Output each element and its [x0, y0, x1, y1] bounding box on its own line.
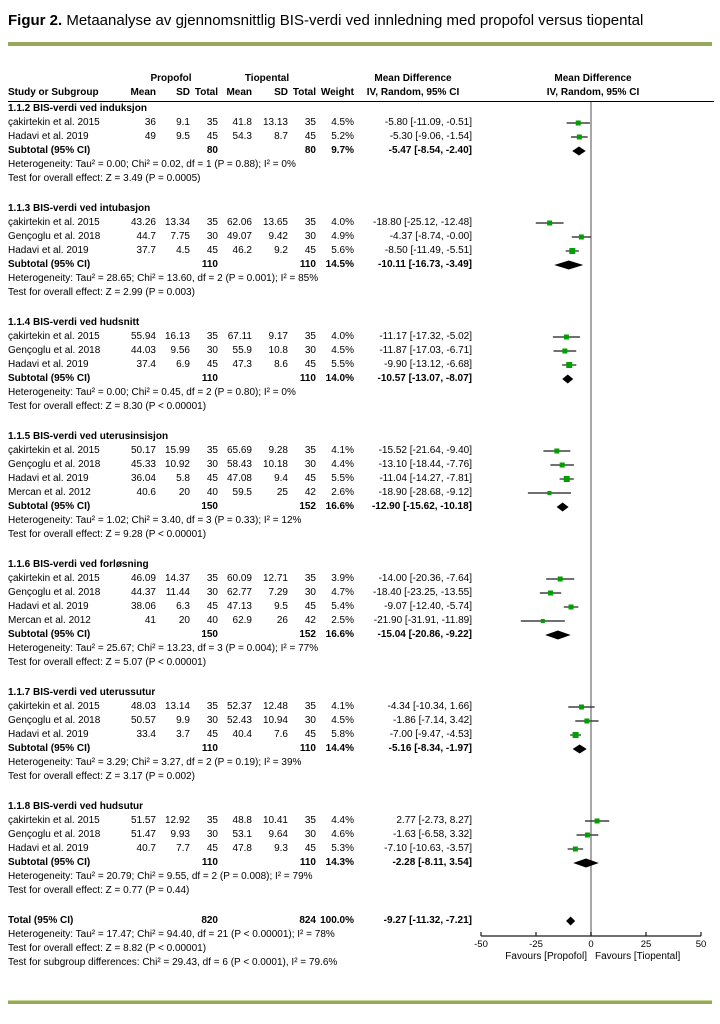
- point-estimate-square: [548, 591, 553, 596]
- pooled-diamond: [562, 375, 573, 384]
- section-spacer: [8, 414, 472, 430]
- col-ci-plot: IV, Random, 95% CI: [546, 87, 640, 98]
- section-spacer: [8, 542, 472, 558]
- table-header-left: [8, 72, 472, 100]
- heterogeneity-stats: Heterogeneity: Tau² = 0.00; Chi² = 0.02, df = 1 (P = 0.88); I² = 0%: [8, 159, 296, 170]
- pooled-diamond: [566, 917, 575, 926]
- col-mean-difference: Mean Difference: [374, 73, 452, 84]
- point-estimate-square: [569, 605, 574, 610]
- pooled-row: Subtotal (95% CI) 80 80 9.7% -5.47 [-8.54, -2.40]: [8, 145, 472, 156]
- subgroup-title: 1.1.3 BIS-verdi ved intubasjon: [8, 203, 151, 214]
- subgroup-title: 1.1.2 BIS-verdi ved induksjon: [8, 103, 147, 114]
- point-estimate-square: [577, 135, 582, 140]
- study-row: Gençoglu et al. 2018 50.57 9.9 30 52.43 10.94 30 4.5% -1.86 [-7.14, 3.42]: [8, 715, 472, 726]
- overall-effect-stats: Test for overall effect: Z = 2.99 (P = 0.003): [8, 287, 195, 298]
- favours-right-label: Favours [Tiopental]: [595, 951, 681, 962]
- study-row: çakirtekin et al. 2015 50.17 15.99 35 65.69 9.28 35 4.1% -15.52 [-21.64, -9.40]: [8, 445, 472, 456]
- point-estimate-square: [573, 732, 579, 738]
- overall-effect-stats: Test for overall effect: Z = 9.28 (P < 0.00001): [8, 529, 207, 540]
- study-row: Mercan et al. 2012 40.6 20 40 59.5 25 42 2.6% -18.90 [-28.68, -9.12]: [8, 487, 472, 498]
- section-spacer: [8, 300, 472, 316]
- subgroup-title: 1.1.5 BIS-verdi ved uterusinsisjon: [8, 431, 169, 442]
- subgroup-title: 1.1.4 BIS-verdi ved hudsnitt: [8, 317, 140, 328]
- overall-effect-stats: Test for overall effect: Z = 8.30 (P < 0.00001): [8, 401, 207, 412]
- heterogeneity-stats: Heterogeneity: Tau² = 25.67; Chi² = 13.23, df = 3 (P = 0.004); I² = 77%: [8, 643, 319, 654]
- pooled-diamond: [557, 503, 569, 512]
- point-estimate-square: [569, 248, 575, 254]
- axis-tick-label: 0: [588, 939, 594, 950]
- point-estimate-square: [579, 705, 584, 710]
- study-row: Gençoglu et al. 2018 44.37 11.44 30 62.77 7.29 30 4.7% -18.40 [-23.25, -13.55]: [8, 587, 472, 598]
- col-weight: Weight: [320, 87, 354, 98]
- pooled-row: Subtotal (95% CI) 110 110 14.0% -10.57 [-13.07, -8.07]: [8, 373, 472, 384]
- pooled-row: Total (95% CI) 820 824 100.0% -9.27 [-11.32, -7.21]: [8, 915, 472, 926]
- bottom-divider: [8, 1000, 712, 1004]
- point-estimate-square: [566, 362, 572, 368]
- study-row: çakirtekin et al. 2015 51.57 12.92 35 48.8 10.41 35 4.4% 2.77 [-2.73, 8.27]: [8, 815, 472, 826]
- heterogeneity-stats: Heterogeneity: Tau² = 28.65; Chi² = 13.60, df = 2 (P = 0.001); I² = 85%: [8, 273, 319, 284]
- overall-effect-stats: Test for overall effect: Z = 5.07 (P < 0.00001): [8, 657, 207, 668]
- subgroup-title: 1.1.7 BIS-verdi ved uterussutur: [8, 687, 156, 698]
- axis-tick-label: 25: [640, 939, 652, 950]
- heterogeneity-stats: Heterogeneity: Tau² = 3.29; Chi² = 3.27, df = 2 (P = 0.19); I² = 39%: [8, 757, 302, 768]
- point-estimate-square: [564, 335, 569, 340]
- pooled-row: Subtotal (95% CI) 110 110 14.3% -2.28 [-8.11, 3.54]: [8, 857, 472, 868]
- point-estimate-square: [595, 819, 600, 824]
- col-total-2: Total: [292, 87, 316, 98]
- col-mean-difference-plot: Mean Difference: [554, 73, 632, 84]
- col-study: Study or Subgroup: [8, 87, 99, 98]
- axis-tick-label: -25: [529, 939, 543, 950]
- point-estimate-square: [547, 491, 551, 495]
- favours-left-label: Favours [Propofol]: [505, 951, 587, 962]
- point-estimate-square: [554, 449, 559, 454]
- study-row: Gençoglu et al. 2018 51.47 9.93 30 53.1 9.64 30 4.6% -1.63 [-6.58, 3.32]: [8, 829, 472, 840]
- study-row: Gençoglu et al. 2018 45.33 10.92 30 58.43 10.18 30 4.4% -13.10 [-18.44, -7.76]: [8, 459, 472, 470]
- point-estimate-square: [541, 619, 545, 623]
- axis-tick-label: 50: [695, 939, 707, 950]
- heterogeneity-stats: Heterogeneity: Tau² = 0.00; Chi² = 0.45, df = 2 (P = 0.80); I² = 0%: [8, 387, 296, 398]
- study-row: Hadavi et al. 2019 40.7 7.7 45 47.8 9.3 45 5.3% -7.10 [-10.63, -3.57]: [8, 843, 472, 854]
- study-row: Hadavi et al. 2019 37.7 4.5 45 46.2 9.2 45 5.6% -8.50 [-11.49, -5.51]: [8, 245, 472, 256]
- heterogeneity-stats: Heterogeneity: Tau² = 1.02; Chi² = 3.40, df = 3 (P = 0.33); I² = 12%: [8, 515, 302, 526]
- pooled-row: Subtotal (95% CI) 150 152 16.6% -15.04 [-20.86, -9.22]: [8, 629, 472, 640]
- forest-plot-canvas: [472, 102, 720, 970]
- study-row: Hadavi et al. 2019 49 9.5 45 54.3 8.7 45 5.2% -5.30 [-9.06, -1.54]: [8, 131, 472, 142]
- figure-label: Figur 2.: [8, 12, 63, 29]
- section-spacer: [8, 784, 472, 800]
- col-sd-1: SD: [176, 87, 190, 98]
- study-row: çakirtekin et al. 2015 46.09 14.37 35 60.09 12.71 35 3.9% -14.00 [-20.36, -7.64]: [8, 573, 472, 584]
- header-spacer: [316, 72, 354, 86]
- col-ci: IV, Random, 95% CI: [366, 87, 460, 98]
- point-estimate-square: [558, 577, 563, 582]
- study-row: Mercan et al. 2012 41 20 40 62.9 26 42 2.5% -21.90 [-31.91, -11.89]: [8, 615, 472, 626]
- point-estimate-square: [584, 719, 589, 724]
- pooled-diamond: [554, 261, 583, 270]
- point-estimate-square: [562, 349, 567, 354]
- figure-caption: [0, 0, 720, 36]
- subgroup-title: 1.1.8 BIS-verdi ved hudsutur: [8, 801, 144, 812]
- axis-tick-label: -50: [474, 939, 488, 950]
- total-heterogeneity-stats: Heterogeneity: Tau² = 17.47; Chi² = 94.40, df = 21 (P < 0.00001); I² = 78%: [8, 929, 335, 940]
- point-estimate-square: [585, 833, 590, 838]
- forest-plot-figure: [8, 72, 720, 970]
- col-group-tiopental: Tiopental: [244, 73, 290, 84]
- point-estimate-square: [564, 476, 570, 482]
- total-overall-effect-stats: Test for overall effect: Z = 8.82 (P < 0.00001): [8, 943, 207, 954]
- table-body: [8, 102, 472, 970]
- study-row: çakirtekin et al. 2015 48.03 13.14 35 52.37 12.48 35 4.1% -4.34 [-10.34, 1.66]: [8, 701, 472, 712]
- study-row: Hadavi et al. 2019 36.04 5.8 45 47.08 9.4 45 5.5% -11.04 [-14.27, -7.81]: [8, 473, 472, 484]
- study-row: çakirtekin et al. 2015 36 9.1 35 41.8 13.13 35 4.5% -5.80 [-11.09, -0.51]: [8, 117, 472, 128]
- study-row: Hadavi et al. 2019 37.4 6.9 45 47.3 8.6 45 5.5% -9.90 [-13.12, -6.68]: [8, 359, 472, 370]
- point-estimate-square: [547, 221, 552, 226]
- point-estimate-square: [560, 463, 565, 468]
- header-spacer: [8, 72, 124, 86]
- table-header: [8, 72, 714, 102]
- pooled-diamond: [545, 631, 571, 640]
- study-row: Gençoglu et al. 2018 44.7 7.75 30 49.07 9.42 30 4.9% -4.37 [-8.74, -0.00]: [8, 231, 472, 242]
- col-group-propofol: Propofol: [150, 73, 192, 84]
- top-divider: [8, 42, 712, 46]
- study-row: Gençoglu et al. 2018 44.03 9.56 30 55.9 10.8 30 4.5% -11.87 [-17.03, -6.71]: [8, 345, 472, 356]
- pooled-diamond: [573, 859, 599, 868]
- point-estimate-square: [576, 121, 581, 126]
- overall-effect-stats: Test for overall effect: Z = 0.77 (P = 0.44): [8, 885, 190, 896]
- point-estimate-square: [573, 847, 578, 852]
- figure-caption-text: Metaanalyse av gjennomsnittlig BIS-verdi ved innledning med propofol versus tiopental: [62, 12, 644, 29]
- col-mean-2: Mean: [226, 87, 252, 98]
- col-total-1: Total: [194, 87, 218, 98]
- section-spacer: [8, 898, 472, 914]
- study-row: çakirtekin et al. 2015 55.94 16.13 35 67.11 9.17 35 4.0% -11.17 [-17.32, -5.02]: [8, 331, 472, 342]
- study-row: Hadavi et al. 2019 38.06 6.3 45 47.13 9.5 45 5.4% -9.07 [-12.40, -5.74]: [8, 601, 472, 612]
- heterogeneity-stats: Heterogeneity: Tau² = 20.79; Chi² = 9.55, df = 2 (P = 0.008); I² = 79%: [8, 871, 313, 882]
- subgroup-title: 1.1.6 BIS-verdi ved forløsning: [8, 559, 149, 570]
- pooled-row: Subtotal (95% CI) 110 110 14.5% -10.11 [-16.73, -3.49]: [8, 259, 472, 270]
- overall-effect-stats: Test for overall effect: Z = 3.17 (P = 0.002): [8, 771, 195, 782]
- study-row: Hadavi et al. 2019 33.4 3.7 45 40.4 7.6 45 5.8% -7.00 [-9.47, -4.53]: [8, 729, 472, 740]
- col-sd-2: SD: [274, 87, 288, 98]
- section-spacer: [8, 186, 472, 202]
- pooled-row: Subtotal (95% CI) 110 110 14.4% -5.16 [-8.34, -1.97]: [8, 743, 472, 754]
- table-header-right: [472, 72, 714, 100]
- study-row: çakirtekin et al. 2015 43.26 13.34 35 62.06 13.65 35 4.0% -18.80 [-25.12, -12.48]: [8, 217, 472, 228]
- pooled-diamond: [572, 147, 586, 156]
- point-estimate-square: [579, 235, 584, 240]
- pooled-row: Subtotal (95% CI) 150 152 16.6% -12.90 [-15.62, -10.18]: [8, 501, 472, 512]
- col-mean-1: Mean: [130, 87, 156, 98]
- section-spacer: [8, 670, 472, 686]
- overall-effect-stats: Test for overall effect: Z = 3.49 (P = 0.0005): [8, 173, 201, 184]
- pooled-diamond: [573, 745, 587, 754]
- subgroup-differences-stats: Test for subgroup differences: Chi² = 29.43, df = 6 (P < 0.0001), I² = 79.6%: [8, 957, 338, 968]
